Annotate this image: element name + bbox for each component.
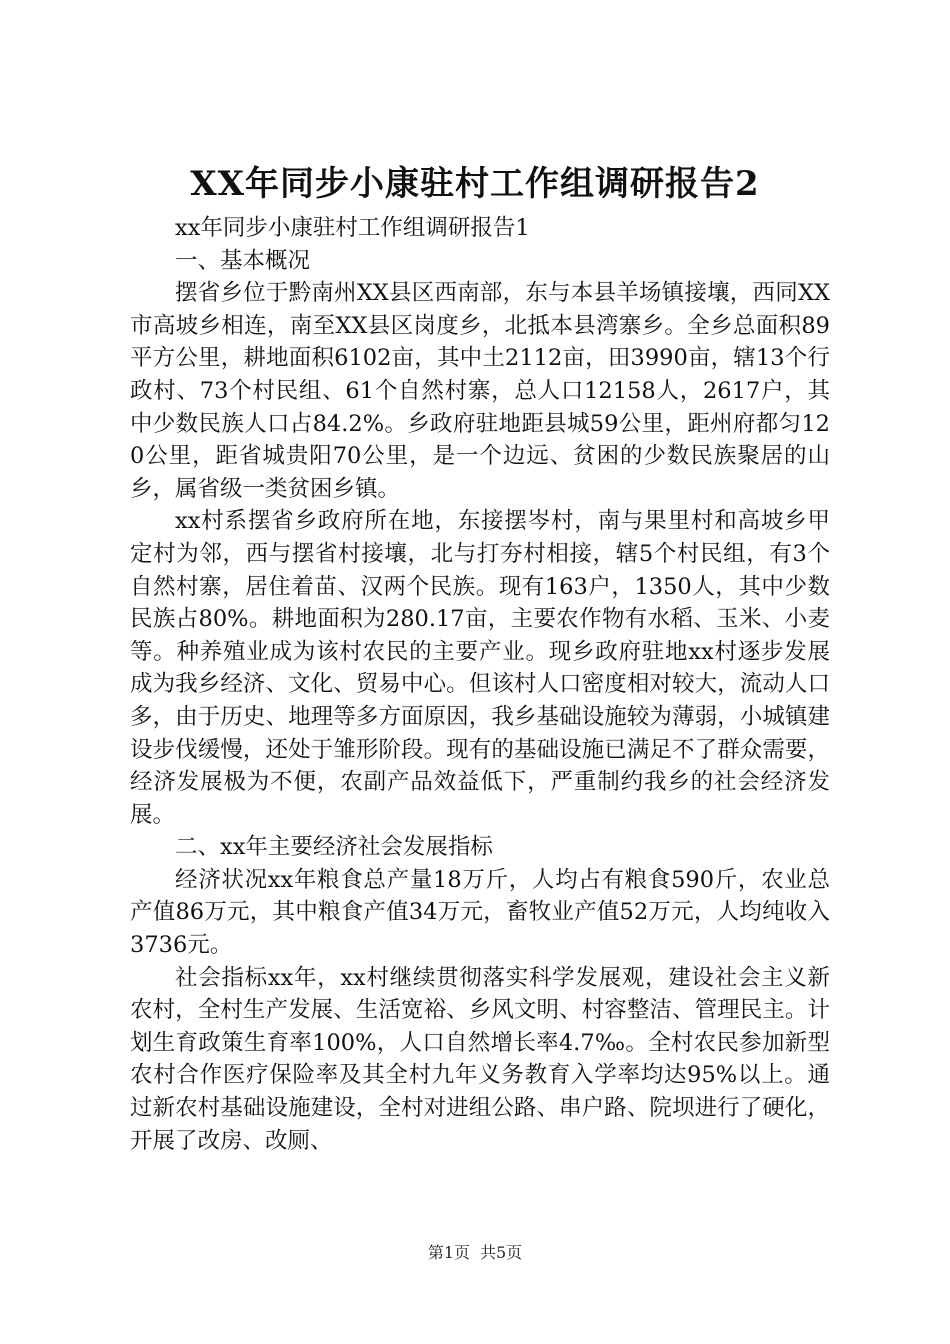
paragraph-subtitle: xx年同步小康驻村工作组调研报告1 bbox=[175, 215, 530, 241]
paragraph-economy: 经济状况xx年粮食总产量18万斤，人均占有粮食590斤，农业总产值86万元，其中粮食产值34万元，畜牧业产值52万元，人均纯收入3736元。 bbox=[130, 866, 830, 959]
paragraph-society: 社会指标xx年，xx村继续贯彻落实科学发展观，建设社会主义新农村，全村生产发展、生活宽裕、乡风文明、村容整洁、管理民主。计划生育政策生育率100%，人口自然增长率4.7‰。全村农民参加新型农村合作医疗保险率及其全村九年义务教育入学率均达95%以上。通过新农村基础设施建设，全村对进组公路、串户路、院坝进行了硬化，开展了改房、改厕、 bbox=[130, 964, 830, 1154]
section-heading-overview: 一、基本概况 bbox=[175, 247, 311, 274]
paragraph-township: 摆省乡位于黔南州XX县区西南部，东与本县羊场镇接壤，西同XX市高坡乡相连，南至XX县区岗度乡，北抵本县湾寨乡。全乡总面积89平方公里，耕地面积6102亩，其中土2112亩，田3990亩，辖13个行政村、73个村民组、61个自然村寨，总人口12158人，2617户，其中少数民族人口占84.2%。乡政府驻地距县城59公里，距州府都匀120公里，距省城贵阳70公里，是一个边远、贫困的少数民族聚居的山乡，属省级一类贫困乡镇。 bbox=[130, 280, 830, 502]
document-body bbox=[130, 212, 830, 1157]
page-total: 共5页 bbox=[480, 1243, 523, 1262]
page-footer bbox=[0, 1243, 950, 1263]
page-number: 第1页 bbox=[427, 1243, 470, 1262]
section-heading-indicators: 二、xx年主要经济社会发展指标 bbox=[175, 834, 493, 861]
paragraph-village: xx村系摆省乡政府所在地，东接摆岑村，南与果里村和高坡乡甲定村为邻，西与摆省村接壤，北与打夯村相接，辖5个村民组，有3个自然村寨，居住着苗、汉两个民族。现有163户，1350人，其中少数民族占80%。耕地面积为280.17亩，主要农作物有水稻、玉米、小麦等。种养殖业成为该村农民的主要产业。现乡政府驻地xx村逐步发展成为我乡经济、文化、贸易中心。但该村人口密度相对较大，流动人口多，由于历史、地理等多方面原因，我乡基础设施较为薄弱，小城镇建设步伐缓慢，还处于雏形阶段。现有的基础设施已满足不了群众需要，经济发展极为不便，农副产品效益低下，严重制约我乡的社会经济发展。 bbox=[130, 508, 830, 828]
document-title: XX年同步小康驻村工作组调研报告2 bbox=[190, 164, 760, 204]
